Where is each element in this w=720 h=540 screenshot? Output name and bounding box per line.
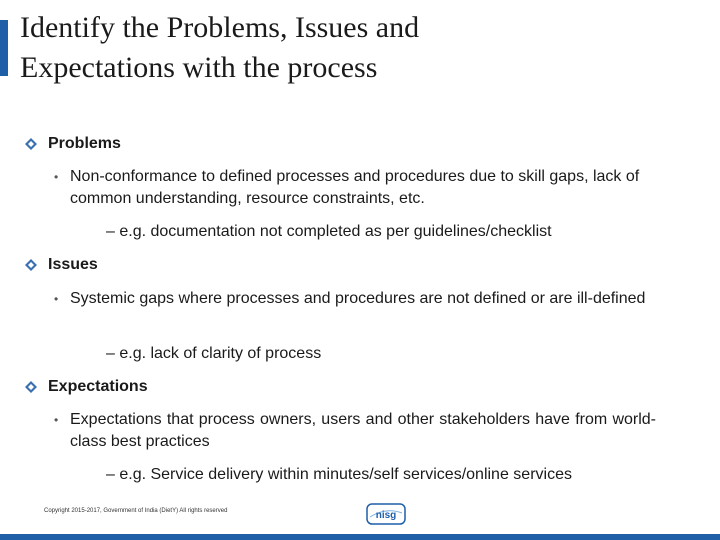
section-expectations bbox=[24, 375, 704, 399]
sub-bullet-problems: – e.g. documentation not completed as per guidelines/checklist bbox=[106, 223, 552, 240]
bullet-text-expectations: Expectations that process owners, users and other stakeholders have from world-class best practices bbox=[70, 411, 656, 450]
diamond-bullet-icon bbox=[24, 258, 38, 272]
bullet-dot-icon: • bbox=[54, 413, 59, 427]
footer-copyright: Copyright 2015-2017, Government of India (DietY) All rights reserved bbox=[44, 508, 228, 514]
section-problems bbox=[24, 132, 704, 156]
section-label-problems: Problems bbox=[48, 135, 121, 152]
section-label-issues: Issues bbox=[48, 256, 98, 273]
title-accent-bar bbox=[0, 20, 8, 76]
page-title-line-1: Identify the Problems, Issues and bbox=[20, 11, 420, 44]
sub-bullet-issues: – e.g. lack of clarity of process bbox=[106, 345, 322, 362]
nisg-logo bbox=[366, 503, 406, 525]
bullet-text-issues: Systemic gaps where processes and procedures are not defined or are ill-defined bbox=[70, 290, 646, 307]
section-issues bbox=[24, 253, 704, 277]
bullet-problems bbox=[54, 166, 670, 210]
bullet-text-problems: Non-conformance to defined processes and procedures due to skill gaps, lack of common understanding, resource constraints, etc. bbox=[70, 168, 640, 207]
sub-bullet-expectations: – e.g. Service delivery within minutes/self services/online services bbox=[106, 466, 572, 483]
bullet-dot-icon: • bbox=[54, 170, 59, 184]
page-title-line-2: Expectations with the process bbox=[20, 51, 378, 84]
page-title bbox=[20, 8, 700, 88]
bullet-expectations bbox=[54, 409, 656, 453]
bullet-issues bbox=[54, 288, 670, 310]
logo-text: nisg bbox=[375, 510, 397, 521]
diamond-bullet-icon bbox=[24, 380, 38, 394]
diamond-bullet-icon bbox=[24, 137, 38, 151]
bullet-dot-icon: • bbox=[54, 292, 59, 306]
footer-accent-bar bbox=[0, 534, 720, 540]
section-label-expectations: Expectations bbox=[48, 378, 148, 395]
